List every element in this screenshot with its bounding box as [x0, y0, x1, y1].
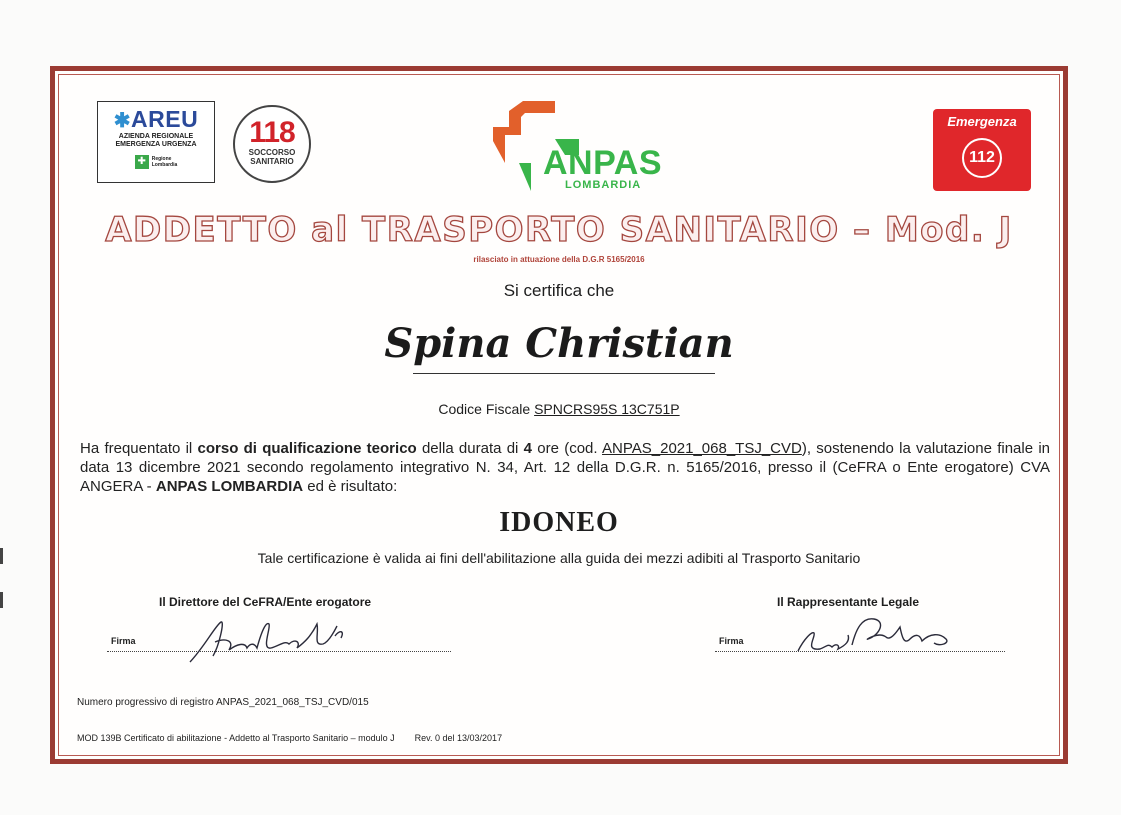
representative-title: Il Rappresentante Legale [777, 595, 920, 609]
emergenza-title: Emergenza [947, 114, 1017, 129]
anpas-logo-name: ANPAS [543, 144, 662, 182]
soccorso-number: 118 [249, 116, 295, 149]
representative-firma-label: Firma [719, 636, 744, 646]
form-revision: Rev. 0 del 13/03/2017 [414, 733, 503, 743]
result-text: IDONEO [499, 507, 619, 538]
scan-edge-mark [0, 592, 3, 608]
director-firma-label: Firma [111, 636, 136, 646]
holder-name: Spina Christian [384, 320, 734, 367]
course-code: ANPAS_2021_068_TSJ_CVD [602, 440, 802, 457]
form-footer [77, 732, 502, 744]
certificate-subtitle: rilasciato in attuazione della D.G.R 5165/2016 [473, 255, 645, 264]
body-text-4: ), sostenendo la valutazione finale in data 13 dicembre 2021 secondo regolamento integrativo N. 34, Art. 12 della D.G.R. n. 5165/2016, presso il (CeFRA o Ente erogatore) CVA ANGERA - [80, 440, 1050, 495]
emergenza-112-logo [933, 109, 1031, 191]
certifies-text: Si certifica che [503, 281, 615, 300]
representative-signature [790, 611, 960, 661]
body-text-1: Ha frequentato il [80, 440, 198, 457]
areu-logo-name: AREU [131, 106, 199, 132]
soccorso-line1: SOCCORSO [248, 148, 296, 157]
certificate-frame [50, 66, 1068, 764]
certificate-title: ADDETTO al TRASPORTO SANITARIO – Mod. J [105, 210, 1013, 250]
director-signature [185, 616, 355, 666]
body-text-3: ore (cod. [532, 440, 603, 457]
soccorso-118-logo [233, 105, 311, 183]
fiscal-code-value: SPNCRS95S 13C751P [534, 401, 680, 417]
region-line1: Regione [151, 156, 172, 162]
body-text-5: ed è risultato: [303, 478, 398, 495]
provider-name: ANPAS LOMBARDIA [155, 478, 304, 495]
validity-text: Tale certificazione è valida ai fini dell'abilitazione alla guida dei mezzi adibiti al Trasporto Sanitario [257, 550, 861, 566]
course-type: corso di qualificazione teorico [197, 440, 417, 457]
representative-signature-line [715, 651, 1005, 652]
regione-lombardia-icon: ✚ [135, 155, 149, 169]
areu-logo [97, 101, 215, 183]
fiscal-code-line [55, 400, 1063, 418]
holder-name-underline [413, 373, 715, 374]
fiscal-code-label: Codice Fiscale [438, 401, 531, 417]
registry-number: Numero progressivo di registro ANPAS_2021_068_TSJ_CVD/015 [77, 697, 369, 708]
body-text-2: della durata di [416, 440, 524, 457]
star-of-life-icon: ✱ [113, 110, 132, 132]
region-line2: Lombardia [151, 162, 178, 168]
areu-logo-line2: EMERGENZA URGENZA [115, 141, 197, 148]
anpas-logo-sub: LOMBARDIA [565, 179, 642, 191]
emergenza-number: 112 [962, 138, 1002, 178]
director-title: Il Direttore del CeFRA/Ente erogatore [159, 595, 372, 609]
soccorso-line2: SANITARIO [250, 157, 294, 166]
scan-edge-mark [0, 548, 3, 564]
director-signature-line [107, 651, 451, 652]
form-code: MOD 139B Certificato di abilitazione - Addetto al Trasporto Sanitario – modulo J [77, 733, 395, 743]
areu-logo-line1: AZIENDA REGIONALE [118, 133, 194, 140]
course-hours: 4 [523, 440, 533, 457]
certificate-body [80, 439, 1050, 496]
